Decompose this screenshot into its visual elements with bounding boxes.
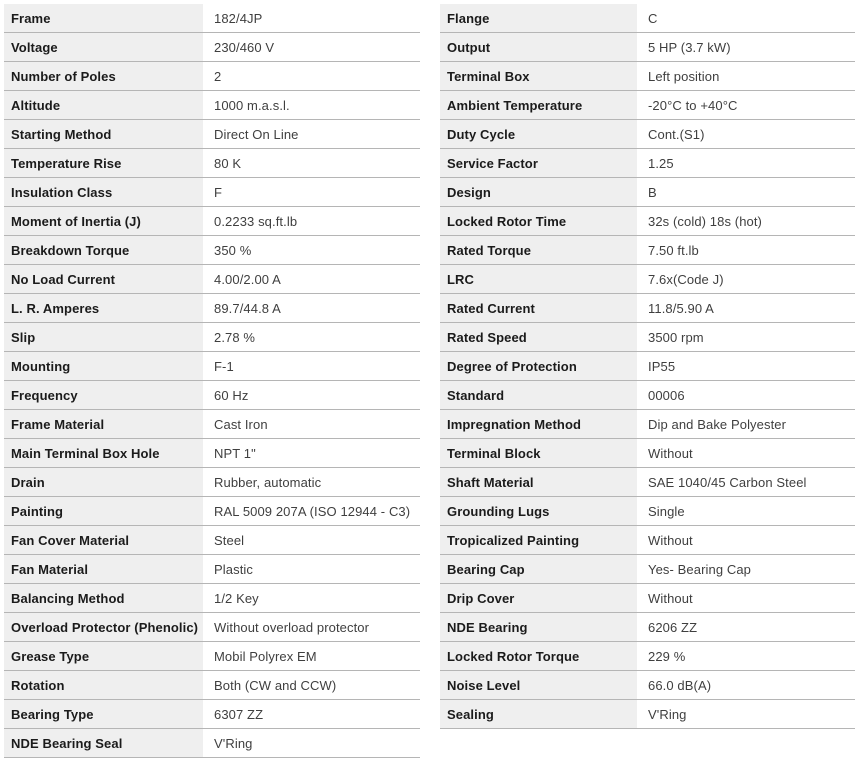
- spec-label: Terminal Block: [440, 439, 637, 467]
- spec-value: Single: [648, 503, 685, 519]
- table-row: [4, 410, 420, 439]
- spec-label: Standard: [440, 381, 637, 409]
- spec-value: 32s (cold) 18s (hot): [648, 213, 762, 229]
- spec-label: Design: [440, 178, 637, 206]
- spec-value: 7.50 ft.lb: [648, 242, 699, 258]
- table-row: [4, 352, 420, 381]
- spec-label: Bearing Cap: [440, 555, 637, 583]
- spec-value: B: [648, 184, 657, 200]
- spec-value: 6307 ZZ: [214, 706, 264, 722]
- table-row: [4, 555, 420, 584]
- table-row: [440, 613, 855, 642]
- spec-label: Rotation: [4, 671, 203, 699]
- table-row: [440, 526, 855, 555]
- table-row: [440, 178, 855, 207]
- spec-value: 350 %: [214, 242, 252, 258]
- table-row: [440, 294, 855, 323]
- spec-value: 1000 m.a.s.l.: [214, 97, 290, 113]
- table-row: [440, 700, 855, 729]
- spec-value: Direct On Line: [214, 126, 299, 142]
- spec-value: 11.8/5.90 A: [648, 300, 714, 316]
- table-row: [440, 381, 855, 410]
- spec-label: Ambient Temperature: [440, 91, 637, 119]
- table-row: [4, 468, 420, 497]
- spec-label: L. R. Amperes: [4, 294, 203, 322]
- spec-value: Rubber, automatic: [214, 474, 322, 490]
- spec-label: Mounting: [4, 352, 203, 380]
- table-row: [440, 62, 855, 91]
- spec-label: Fan Material: [4, 555, 203, 583]
- spec-value: 4.00/2.00 A: [214, 271, 281, 287]
- spec-label: Voltage: [4, 33, 203, 61]
- spec-label: Noise Level: [440, 671, 637, 699]
- spec-value: Without: [648, 445, 693, 461]
- spec-label: NDE Bearing Seal: [4, 729, 203, 757]
- spec-label: Starting Method: [4, 120, 203, 148]
- spec-label: Impregnation Method: [440, 410, 637, 438]
- spec-value: 60 Hz: [214, 387, 249, 403]
- spec-label: Grounding Lugs: [440, 497, 637, 525]
- spec-label: Rated Torque: [440, 236, 637, 264]
- spec-value: 89.7/44.8 A: [214, 300, 281, 316]
- table-row: [4, 62, 420, 91]
- table-row: [440, 642, 855, 671]
- spec-value: NPT 1": [214, 445, 256, 461]
- table-row: [4, 671, 420, 700]
- spec-label: Terminal Box: [440, 62, 637, 90]
- spec-label: Fan Cover Material: [4, 526, 203, 554]
- spec-label: Locked Rotor Torque: [440, 642, 637, 670]
- table-row: [440, 410, 855, 439]
- spec-value: 230/460 V: [214, 39, 275, 55]
- spec-label: Breakdown Torque: [4, 236, 203, 264]
- spec-value: 1/2 Key: [214, 590, 259, 606]
- spec-value: Cont.(S1): [648, 126, 705, 142]
- spec-label: Insulation Class: [4, 178, 203, 206]
- spec-value: 3500 rpm: [648, 329, 704, 345]
- spec-value: 2: [214, 68, 222, 84]
- spec-label: Rated Speed: [440, 323, 637, 351]
- table-row: [440, 439, 855, 468]
- table-row: [440, 33, 855, 62]
- table-row: [4, 265, 420, 294]
- spec-label: Main Terminal Box Hole: [4, 439, 203, 467]
- spec-value: 1.25: [648, 155, 674, 171]
- spec-label: Number of Poles: [4, 62, 203, 90]
- spec-value: V'Ring: [648, 706, 687, 722]
- spec-label: Balancing Method: [4, 584, 203, 612]
- table-row: [440, 265, 855, 294]
- spec-label: Painting: [4, 497, 203, 525]
- table-row: [4, 700, 420, 729]
- spec-label: Sealing: [440, 700, 637, 728]
- table-row: [4, 207, 420, 236]
- spec-label: LRC: [440, 265, 637, 293]
- table-row: [4, 294, 420, 323]
- table-row: [440, 120, 855, 149]
- spec-label: Duty Cycle: [440, 120, 637, 148]
- spec-label: Slip: [4, 323, 203, 351]
- spec-label: Bearing Type: [4, 700, 203, 728]
- spec-value: Without: [648, 532, 693, 548]
- spec-value: 7.6x(Code J): [648, 271, 724, 287]
- spec-value: V'Ring: [214, 735, 253, 751]
- spec-value: Without overload protector: [214, 619, 370, 635]
- spec-label: Output: [440, 33, 637, 61]
- spec-label: Grease Type: [4, 642, 203, 670]
- spec-value: -20°C to +40°C: [648, 97, 738, 113]
- spec-value: IP55: [648, 358, 676, 374]
- table-row: [4, 33, 420, 62]
- spec-label: NDE Bearing: [440, 613, 637, 641]
- table-row: [4, 236, 420, 265]
- spec-value: Mobil Polyrex EM: [214, 648, 317, 664]
- table-row: [4, 178, 420, 207]
- spec-value: 5 HP (3.7 kW): [648, 39, 731, 55]
- spec-value: SAE 1040/45 Carbon Steel: [648, 474, 807, 490]
- spec-label: Service Factor: [440, 149, 637, 177]
- spec-label: Rated Current: [440, 294, 637, 322]
- spec-value: Yes- Bearing Cap: [648, 561, 752, 577]
- spec-label: Overload Protector (Phenolic): [4, 613, 203, 641]
- table-row: [4, 381, 420, 410]
- table-row: [4, 91, 420, 120]
- spec-label: Shaft Material: [440, 468, 637, 496]
- table-row: [4, 149, 420, 178]
- table-row: [440, 497, 855, 526]
- spec-value: RAL 5009 207A (ISO 12944 - C3): [214, 503, 411, 519]
- spec-label: Drain: [4, 468, 203, 496]
- table-row: [440, 149, 855, 178]
- spec-value: 2.78 %: [214, 329, 256, 345]
- spec-value: C: [648, 10, 658, 26]
- table-row: [440, 236, 855, 265]
- spec-value: Left position: [648, 68, 720, 84]
- spec-value: Dip and Bake Polyester: [648, 416, 787, 432]
- spec-value: 80 K: [214, 155, 242, 171]
- spec-value: 66.0 dB(A): [648, 677, 712, 693]
- table-row: [440, 207, 855, 236]
- spec-label: Drip Cover: [440, 584, 637, 612]
- spec-value: 00006: [648, 387, 685, 403]
- table-row: [440, 4, 855, 33]
- spec-value: 229 %: [648, 648, 686, 664]
- table-row: [440, 555, 855, 584]
- spec-label: Frame: [4, 4, 203, 32]
- spec-value: F: [214, 184, 223, 200]
- spec-value: F-1: [214, 358, 234, 374]
- spec-value: Both (CW and CCW): [214, 677, 337, 693]
- spec-label: Temperature Rise: [4, 149, 203, 177]
- spec-value: 0.2233 sq.ft.lb: [214, 213, 298, 229]
- table-row: [440, 352, 855, 381]
- table-row: [4, 120, 420, 149]
- spec-label: Altitude: [4, 91, 203, 119]
- table-row: [4, 613, 420, 642]
- spec-value: Plastic: [214, 561, 253, 577]
- table-row: [440, 584, 855, 613]
- spec-label: Frame Material: [4, 410, 203, 438]
- spec-table-right: [440, 4, 855, 729]
- table-row: [4, 526, 420, 555]
- table-row: [440, 91, 855, 120]
- table-row: [4, 584, 420, 613]
- spec-value: Steel: [214, 532, 245, 548]
- table-row: [4, 4, 420, 33]
- table-row: [4, 729, 420, 758]
- spec-value: 6206 ZZ: [648, 619, 698, 635]
- table-row: [4, 323, 420, 352]
- table-row: [4, 439, 420, 468]
- spec-label: Moment of Inertia (J): [4, 207, 203, 235]
- table-row: [4, 497, 420, 526]
- spec-label: Frequency: [4, 381, 203, 409]
- spec-label: Flange: [440, 4, 637, 32]
- spec-table-left: [4, 4, 420, 758]
- table-row: [440, 468, 855, 497]
- table-row: [440, 671, 855, 700]
- spec-label: Degree of Protection: [440, 352, 637, 380]
- spec-value: Cast Iron: [214, 416, 268, 432]
- spec-value: 182/4JP: [214, 10, 263, 26]
- spec-label: Locked Rotor Time: [440, 207, 637, 235]
- spec-label: No Load Current: [4, 265, 203, 293]
- table-row: [440, 323, 855, 352]
- table-row: [4, 642, 420, 671]
- spec-label: Tropicalized Painting: [440, 526, 637, 554]
- spec-value: Without: [648, 590, 693, 606]
